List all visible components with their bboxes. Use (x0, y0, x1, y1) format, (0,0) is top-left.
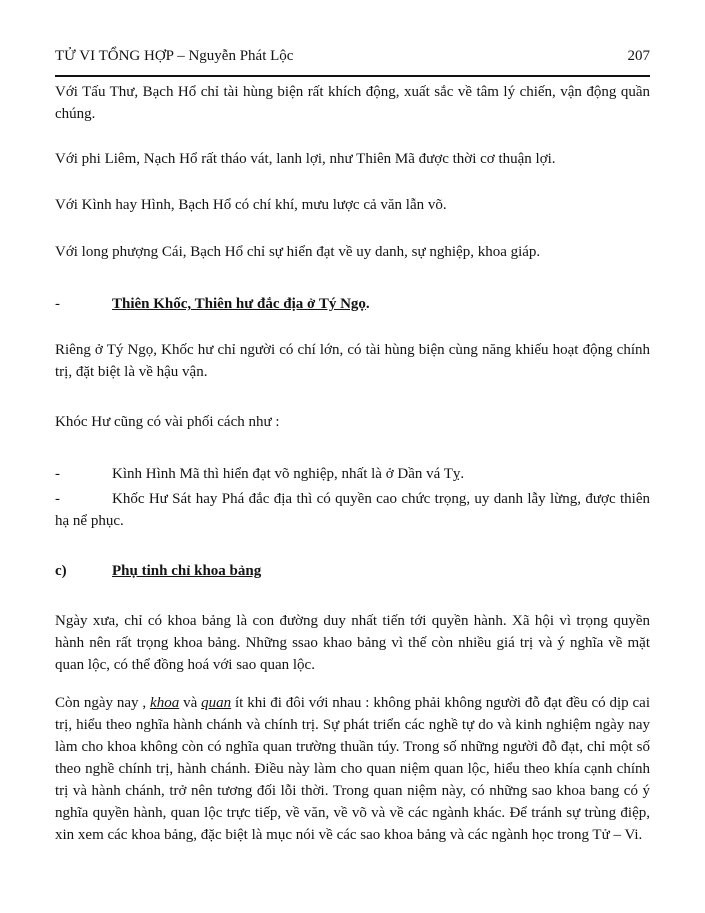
paragraph-kinh-hinh: Với Kình hay Hình, Bạch Hổ có chí khí, mưu lược cả văn lẫn võ. (55, 197, 447, 213)
paragraph-tau-thu: Với Tấu Thư, Bạch Hổ chỉ tài hùng biện rất khích động, xuất sắc về tâm lý chiến, vận động quần chúng. (55, 84, 650, 122)
heading-thien-khoc-period: . (365, 296, 370, 312)
bullet-kinh-hinh-ma (55, 463, 650, 485)
bullet-khoc-hu-sat-text: Khốc Hư Sát hay Phá đắc địa thì có quyền cao chức trọng, uy danh lẫy lừng, được thiên hạ nể phục. (55, 491, 650, 529)
heading-phu-tinh-label: c) (55, 563, 67, 579)
bullet-kinh-hinh-ma-text: Kình Hình Mã thì hiển đạt võ nghiệp, nhất là ở Dần vá Tỵ. (112, 466, 465, 482)
running-title: TỬ VI TỔNG HỢP – Nguyễn Phát Lộc (55, 48, 294, 64)
paragraph-khoa-quan (55, 692, 650, 846)
header-rule (55, 75, 650, 77)
heading-thien-khoc-text: Thiên Khốc, Thiên hư đắc địa ở Tý Ngọ (112, 296, 366, 312)
text-run: Còn ngày nay , (55, 695, 151, 711)
paragraph-rieng-o-ty-ngo: Riêng ở Tý Ngọ, Khốc hư chỉ người có chí lớn, có tài hùng biện cùng năng khiếu hoạt động chính trị, đặt biệt là về hậu vận. (55, 342, 650, 380)
dash-bullet-marker: - (55, 296, 60, 312)
heading-thien-khoc (55, 293, 650, 315)
emphasized-term: khoa (150, 695, 180, 711)
dash-bullet-marker: - (55, 491, 60, 507)
page-header (55, 45, 650, 67)
paragraph-khoc-hu-phoi-cach: Khóc Hư cũng có vài phối cách như : (55, 414, 280, 430)
paragraph-long-phuong-cai: Với long phượng Cái, Bạch Hổ chỉ sự hiển đạt về uy danh, sự nghiệp, khoa giáp. (55, 244, 541, 260)
paragraph-ngay-xua: Ngày xưa, chỉ có khoa bảng là con đường duy nhất tiến tới quyền hành. Xã hội vì trọng quyền hành nên rất trọng khoa bảng. Những ssao khao bảng vì thế còn nhiều giá trị và ý nghĩa về mặt quan lộc, có thể đồng hoá với sao quan lộc. (55, 613, 650, 673)
dash-bullet-marker: - (55, 466, 60, 482)
heading-phu-tinh (55, 560, 650, 582)
paragraph-phi-liem: Với phi Liêm, Nạch Hổ rất tháo vát, lanh lợi, như Thiên Mã được thời cơ thuận lợi. (55, 151, 556, 167)
text-run: ít khi đi đôi với nhau : không phải không người đỗ đạt đều có dịp cai trị, hiểu theo nghĩa hành chánh và chính trị. Sự phát triển các nghề tự do và kinh nghiệm ngày nay làm cho khoa không còn có nghĩa quan trường thuần túy. Trong số những người đỗ đạt, chỉ một số theo nghề chính trị, hành chánh. Điều này làm cho quan niệm quan lộc, hiểu theo khía cạnh chính trị và hành chánh, trở nên tương đối lỗi thời. Trong quan niệm này, có những sao khoa bang có ý nghĩa quyền hành, quan lộc trực tiếp, về văn, về võ và về các ngành khác. Để tránh sự trùng điệp, xin xem các khoa bảng, đặc biệt là mục nói về các sao khoa bảng và các ngành học trong Tử – Vi. (55, 695, 650, 843)
page-number: 207 (627, 48, 650, 64)
text-run: và (179, 695, 202, 711)
emphasized-term: quan (201, 695, 232, 711)
bullet-khoc-hu-sat (55, 488, 650, 532)
heading-phu-tinh-text: Phụ tinh chỉ khoa bảng (112, 563, 262, 579)
